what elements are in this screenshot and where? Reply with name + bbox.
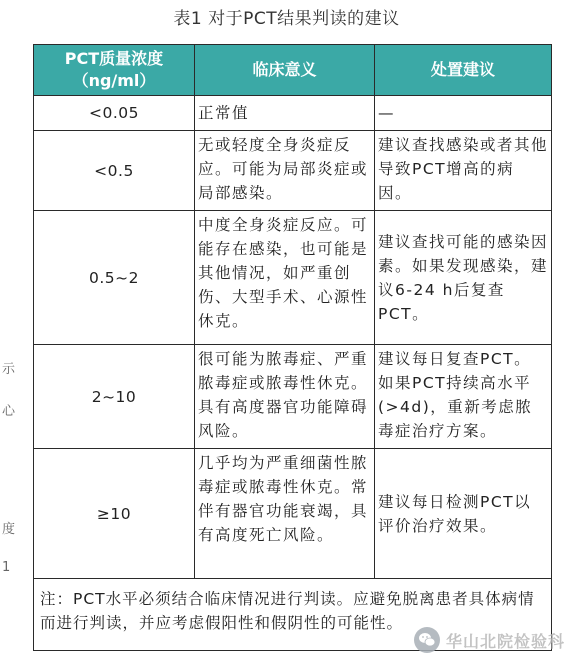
margin-fragment: 1 <box>2 560 11 575</box>
table-row <box>34 449 552 579</box>
header-recommendation: 处置建议 <box>375 45 552 96</box>
clinical-meaning-cell: 很可能为脓毒症、严重脓毒症或脓毒性休克。具有高度器官功能障碍风险。 <box>195 345 375 449</box>
clinical-meaning-cell: 中度全身炎症反应。可能存在感染，也可能是其他情况，如严重创伤、大型手术、心源性休克。 <box>195 211 375 345</box>
recommendation-cell: 建议查找可能的感染因素。如果发现感染，建议6-24 h后复查PCT。 <box>375 211 552 345</box>
clinical-meaning-cell: 无或轻度全身炎症反应。可能为局部炎症或局部感染。 <box>195 131 375 211</box>
margin-fragment: 示 <box>2 362 16 377</box>
wechat-icon <box>414 627 440 653</box>
clinical-meaning-cell: 正常值 <box>195 96 375 131</box>
table-row <box>34 345 552 449</box>
header-clinical-meaning: 临床意义 <box>195 45 375 96</box>
watermark-text: 华山北院检验科 <box>445 631 565 651</box>
clinical-meaning-cell: 几乎均为严重细菌性脓毒症或脓毒性休克。常伴有器官功能衰竭，具有高度死亡风险。 <box>195 449 375 579</box>
pct-table <box>33 44 552 651</box>
recommendation-cell: 建议每日检测PCT以评价治疗效果。 <box>375 449 552 579</box>
table-note: 注：PCT水平必须结合临床情况进行判读。应避免脱离患者具体病情而进行判读，并应考虑假阳性和假阴性的可能性。 <box>34 579 552 651</box>
recommendation-cell: 建议每日复查PCT。如果PCT持续高水平(>4d)，重新考虑脓毒症治疗方案。 <box>375 345 552 449</box>
table-caption: 表1 对于PCT结果判读的建议 <box>173 9 400 29</box>
recommendation-cell: 建议查找感染或者其他导致PCT增高的病因。 <box>375 131 552 211</box>
pct-value-cell: <0.5 <box>34 131 195 211</box>
pct-value-cell: 0.5~2 <box>34 211 195 345</box>
watermark <box>414 627 565 653</box>
pct-value-cell: <0.05 <box>34 96 195 131</box>
margin-fragment: 心 <box>2 404 16 419</box>
table-row <box>34 131 552 211</box>
pct-value-cell: ≥10 <box>34 449 195 579</box>
table-header-row <box>34 45 552 96</box>
table-row <box>34 96 552 131</box>
pct-value-cell: 2~10 <box>34 345 195 449</box>
recommendation-cell: — <box>375 96 552 131</box>
margin-fragment: 度 <box>2 522 16 537</box>
table-row <box>34 211 552 345</box>
header-pct-concentration: PCT质量浓度 （ng/ml） <box>34 45 195 96</box>
